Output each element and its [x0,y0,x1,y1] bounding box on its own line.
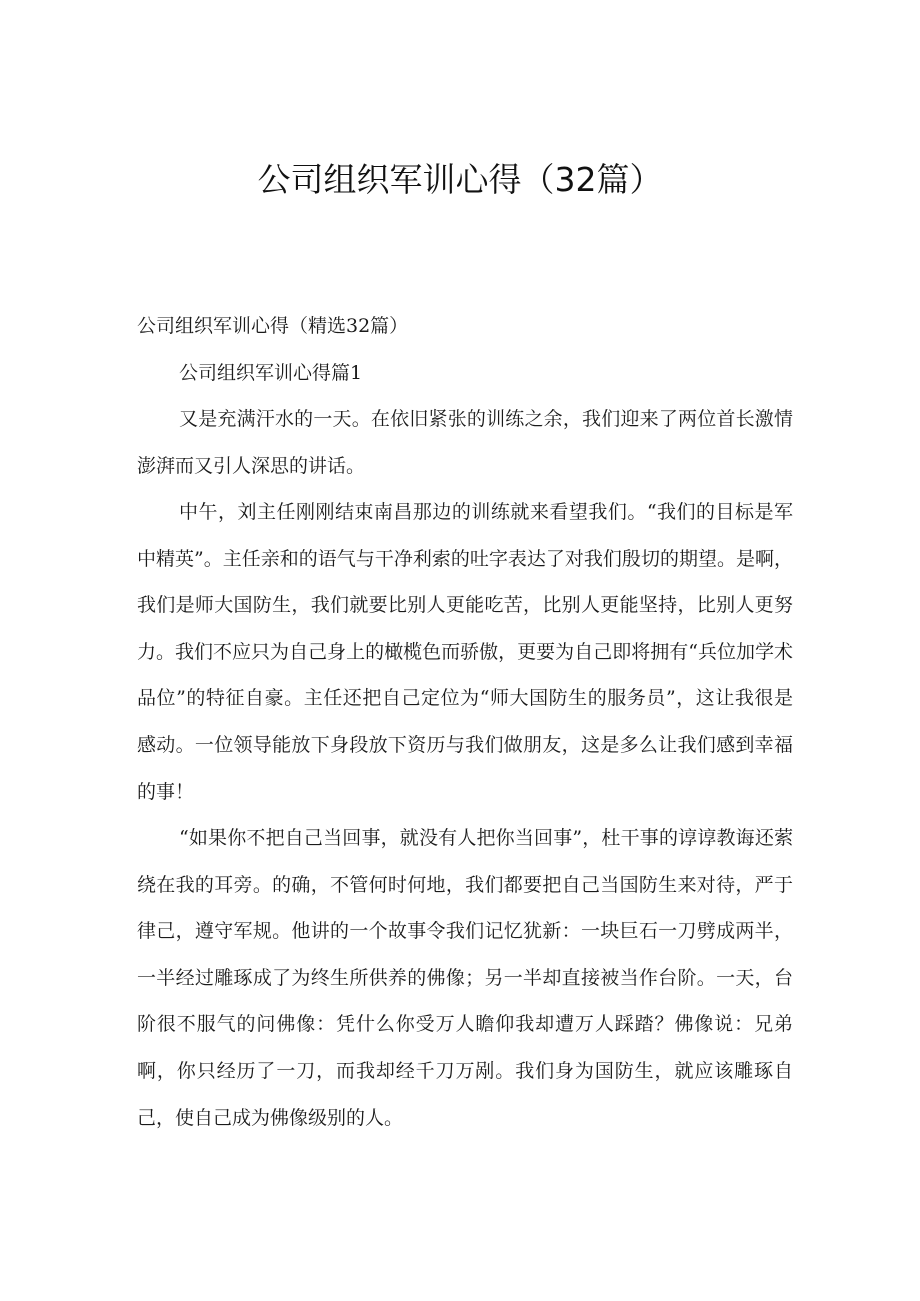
paragraph-2: 中午，刘主任刚刚结束南昌那边的训练就来看望我们。“我们的目标是军中精英”。主任亲和的语气与干净利索的吐字表达了对我们殷切的期望。是啊，我们是师大国防生，我们就要比别人更能吃苦，比别人更能坚持，比别人更努力。我们不应只为自己身上的橄榄色而骄傲，更要为自己即将拥有“兵位加学术品位”的特征自豪。主任还把自己定位为“师大国防生的服务员”，这让我很是感动。一位领导能放下身段放下资历与我们做朋友，这是多么让我们感到幸福的事！ [137,501,793,803]
document-title: 公司组织军训心得（32篇） [257,160,663,199]
section-heading: 公司组织军训心得篇1 [179,362,363,384]
document-subtitle: 公司组织军训心得（精选32篇） [137,315,409,337]
paragraph-3: “如果你不把自己当回事，就没有人把你当回事”，杜干事的谆谆教诲还萦绕在我的耳旁。的确，不管何时何地，我们都要把自己当国防生来对待，严于律己，遵守军规。他讲的一个故事令我们记忆犹新：一块巨石一刀劈成两半，一半经过雕琢成了为终生所供养的佛像；另一半却直接被当作台阶。一天，台阶很不服气的问佛像：凭什么你受万人瞻仰我却遭万人踩踏？佛像说：兄弟啊，你只经历了一刀，而我却经千刀万剐。我们身为国防生，就应该雕琢自己，使自己成为佛像级别的人。 [137,827,793,1129]
paragraph-1: 又是充满汗水的一天。在依旧紧张的训练之余，我们迎来了两位首长激情澎湃而又引人深思的讲话。 [137,408,793,477]
